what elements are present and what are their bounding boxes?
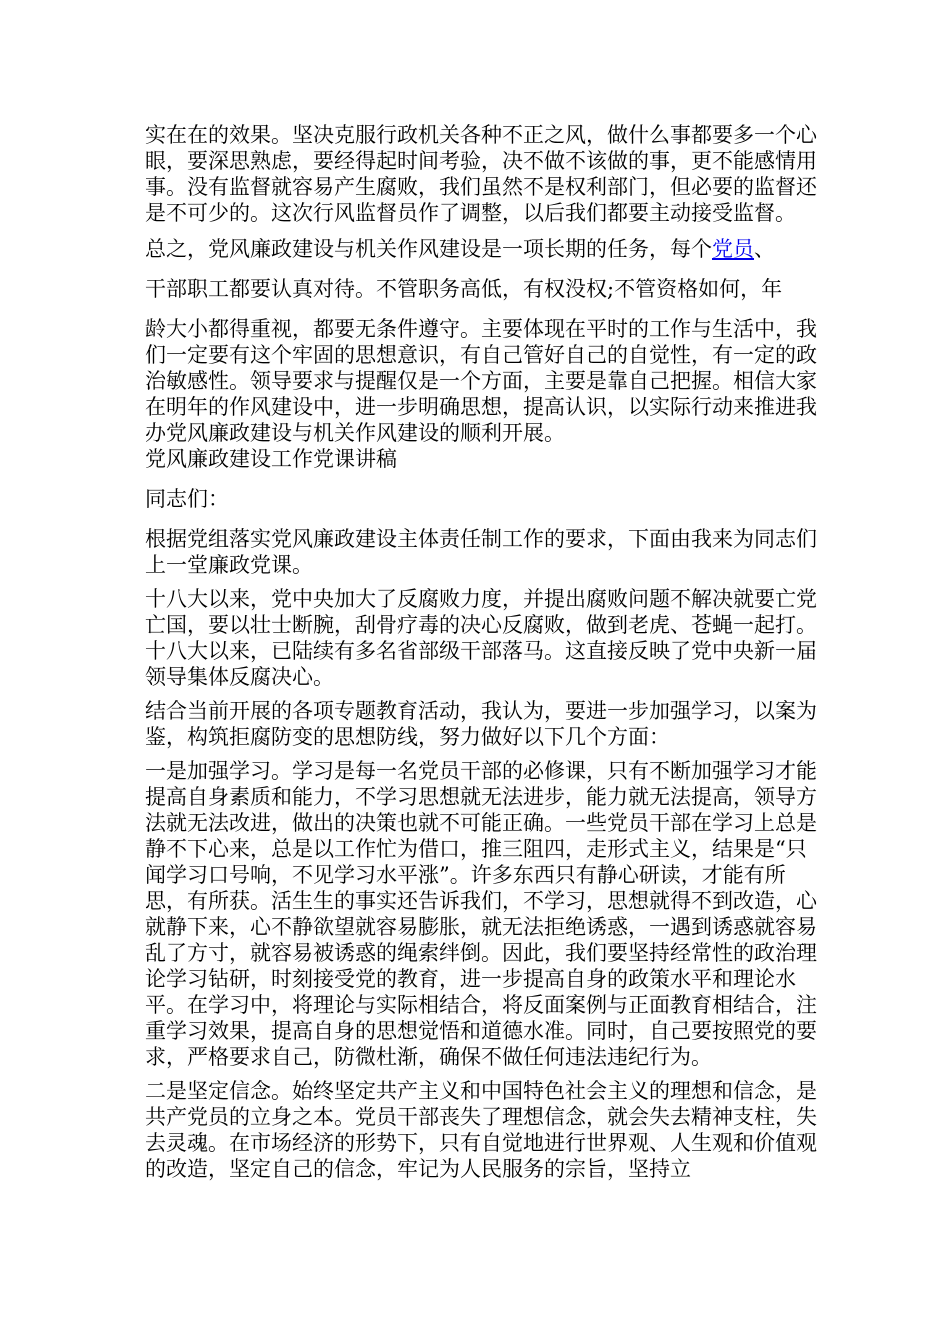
paragraph-4: 龄大小都得重视，都要无条件遵守。主要体现在平时的工作与生活中，我们一定要有这个牢固的思想意识，有自己管好自己的自觉性，有一定的政治敏感性。领导要求与提醒仅是一个方面，主要是靠自己把握。相信大家在明年的作风建设中，进一步明确思想，提高认识，以实际行动来推进我办党风廉政建设与机关作风建设的顺利开展。 (145, 317, 817, 445)
party-member-link[interactable]: 党员 (712, 237, 754, 261)
paragraph-8: 一是加强学习。学习是每一名党员干部的必修课，只有不断加强学习才能提高自身素质和能力，不学习思想就无法进步，能力就无法提高，领导方法就无法改进，做出的决策也就不可能正确。一些党员干部在学习上总是静不下心来，总是以工作忙为借口，推三阻四，走形式主义，结果是“只闻学习口号响，不见学习水平涨”。许多东西只有静心研读，才能有所思，有所获。活生生的事实还告诉我们，不学习，思想就得不到改造，心就静下来，心不静欲望就容易膨胀，就无法拒绝诱惑，一遇到诱惑就容易乱了方寸，就容易被诱惑的绳索绊倒。因此，我们要坚持经常性的政治理论学习钻研，时刻接受党的教育，进一步提高自身的政策水平和理论水平。在学习中，将理论与实际相结合，将反面案例与正面教育相结合，注重学习效果，提高自身的思想觉悟和道德水准。同时，自己要按照党的要求，严格要求自己，防微杜渐，确保不做任何违法违纪行为。 (145, 759, 817, 1069)
paragraph-2-punct: 、 (754, 237, 775, 261)
paragraph-5: 根据党组落实党风廉政建设主体责任制工作的要求，下面由我来为同志们上一堂廉政党课。 (145, 527, 817, 577)
lecture-title: 党风廉政建设工作党课讲稿 (145, 447, 397, 471)
salutation: 同志们： (145, 487, 229, 511)
paragraph-1: 实在在的效果。坚决克服行政机关各种不正之风，做什么事都要多一个心眼，要深思熟虑，要经得起时间考验，决不做不该做的事，更不能感情用事。没有监督就容易产生腐败，我们虽然不是权利部门，但必要的监督还是不可少的。这次行风监督员作了调整，以后我们都要主动接受监督。 (145, 123, 817, 225)
paragraph-7: 结合当前开展的各项专题教育活动，我认为，要进一步加强学习，以案为鉴，构筑拒腐防变的思想防线，努力做好以下几个方面： (145, 699, 817, 749)
paragraph-9: 二是坚定信念。始终坚定共产主义和中国特色社会主义的理想和信念，是共产党员的立身之本。党员干部丧失了理想信念，就会失去精神支柱，失去灵魂。在市场经济的形势下，只有自觉地进行世界观、人生观和价值观的改造，坚定自己的信念，牢记为人民服务的宗旨，坚持立 (145, 1079, 817, 1181)
paragraph-6: 十八大以来，党中央加大了反腐败力度，并提出腐败问题不解决就要亡党亡国，要以壮士断腕，刮骨疗毒的决心反腐败，做到老虎、苍蝇一起打。十八大以来，已陆续有多名省部级干部落马。这直接反映了党中央新一届领导集体反腐决心。 (145, 587, 817, 689)
paragraph-3: 干部职工都要认真对待。不管职务高低，有权没权;不管资格如何，年 (145, 277, 783, 301)
paragraph-2-text: 总之，党风廉政建设与机关作风建设是一项长期的任务，每个 (145, 237, 712, 261)
paragraph-2 (145, 236, 820, 262)
